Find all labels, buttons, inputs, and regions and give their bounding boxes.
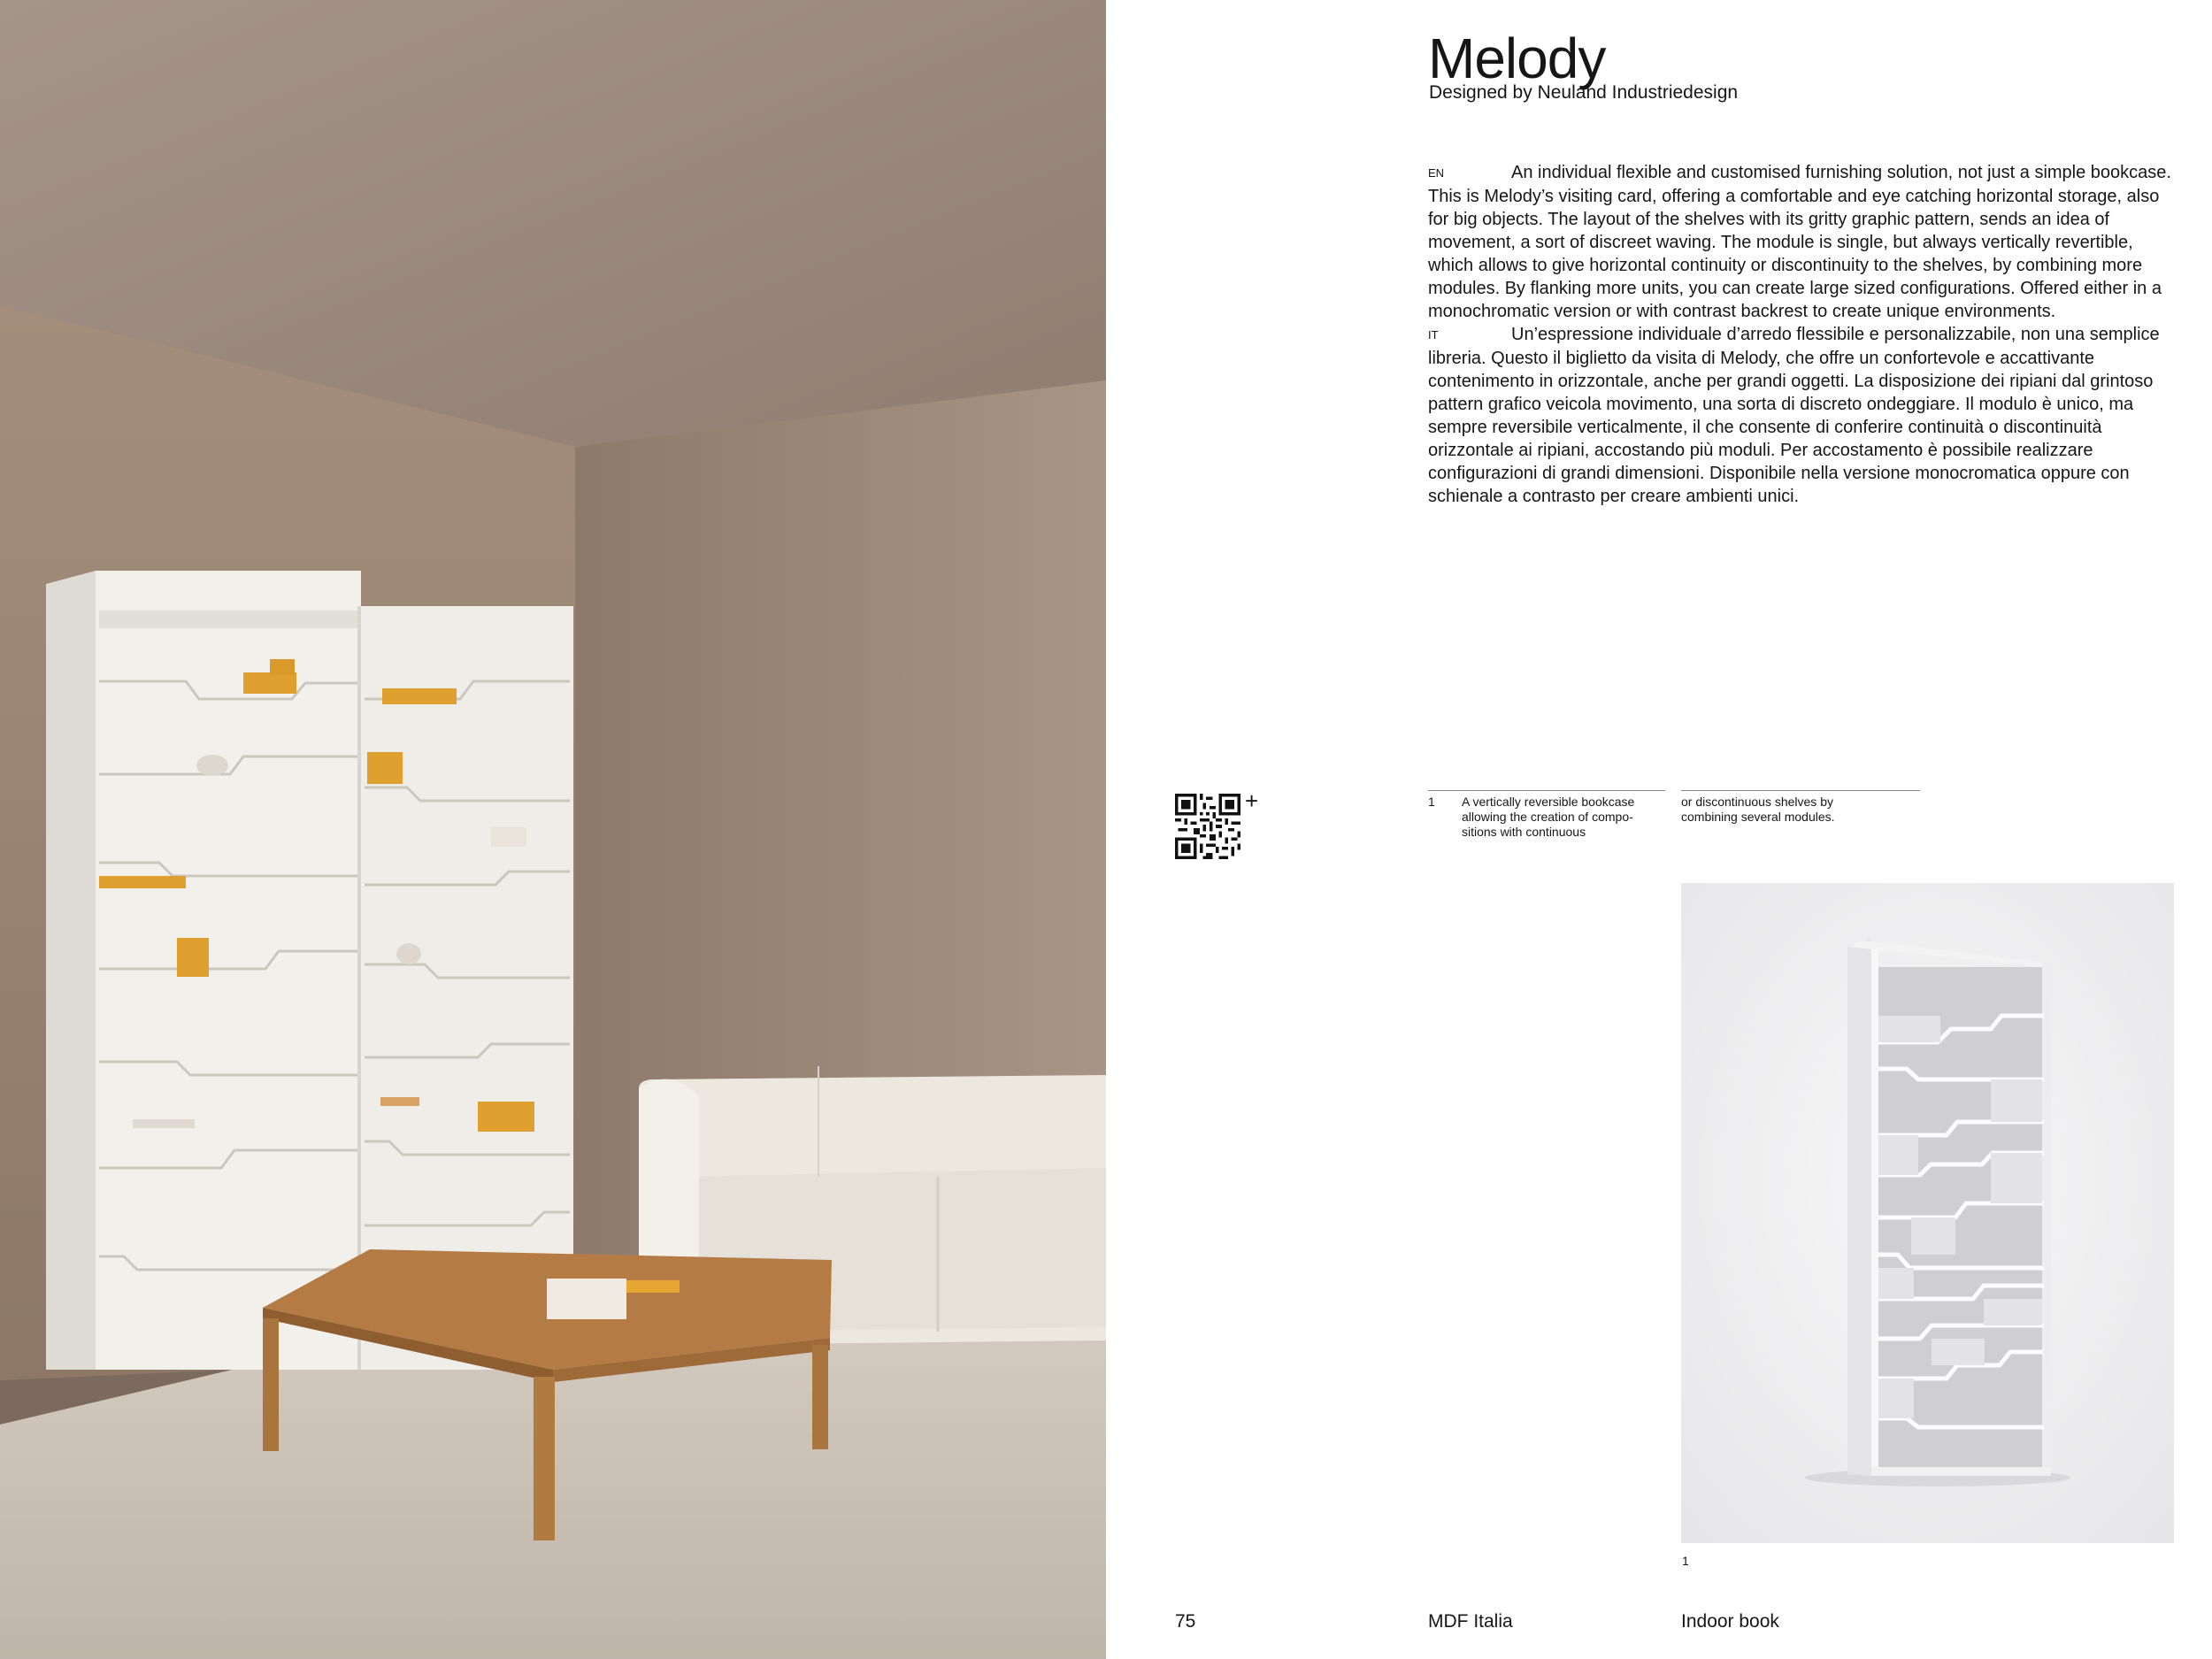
designer-credit: Designed by Neuland Industriedesign [1429,82,1739,103]
page-title: Melody [1428,27,1606,90]
page-number: 75 [1175,1611,1196,1632]
product-photo-number: 1 [1682,1554,1689,1568]
plus-icon[interactable]: + [1245,787,1259,814]
caption-rule-right [1681,790,1920,791]
caption-number: 1 [1428,795,1435,809]
description [1428,161,2171,508]
description-en-text: An individual flexible and customised furnishing solution, not just a simple bookcase. This is Melody’s visiting card, offering a comfortable and eye catching horizontal storage, also for big objects. The layout of the shelves with its gritty graphic pattern, sends an idea of movement, a sort of discreet waving. The module is single, but always vertically revertible, which allows to give horizontal continuity or discontinuity to the shelves, by combining more modules. By flanking more units, you can create large sized configurations. Offered either in a monochromatic version or with contrast backrest to create unique environments. [1428,163,2171,321]
bookcase-illustration [46,571,573,1370]
description-it-text: Un’espressione individuale d’arredo flessibile e personalizzabile, non una semplice libreria. Questo il biglietto da visita di Melody, che offre un confortevole e accattivante contenimento in orizzontale, anche per grandi oggetti. La disposizione dei ripiani dal grintoso pattern grafico veicola movimento, una sorta di discreto ondeggiare. Il modulo è unico, ma sempre reversibile verticalmente, il che consente di conferire continuità o discontinuità orizzontale ai ripiani, accostando più moduli. Per accostamento è possibile realizzare configurazioni di grandi dimensioni. Disponibile nella versione monocromatica oppure con schienale a contrasto per creare ambienti unici. [1428,325,2160,506]
qr-code-icon[interactable] [1175,794,1240,859]
language-code-it: IT [1428,328,1439,342]
language-code-en: EN [1428,166,1445,180]
caption-text-col1: A vertically reversible bookcase allowing the creation of compo-sitions with continuous [1462,795,1635,839]
description-en [1428,161,2171,323]
footer-brand: MDF Italia [1428,1611,1513,1632]
description-it [1428,323,2171,508]
footer-book-title: Indoor book [1681,1611,1779,1632]
product-photo [1681,883,2174,1543]
caption-text-col2: or discontinuous shelves by combining several modules. [1681,795,1835,824]
caption-rule-left [1428,790,1665,791]
